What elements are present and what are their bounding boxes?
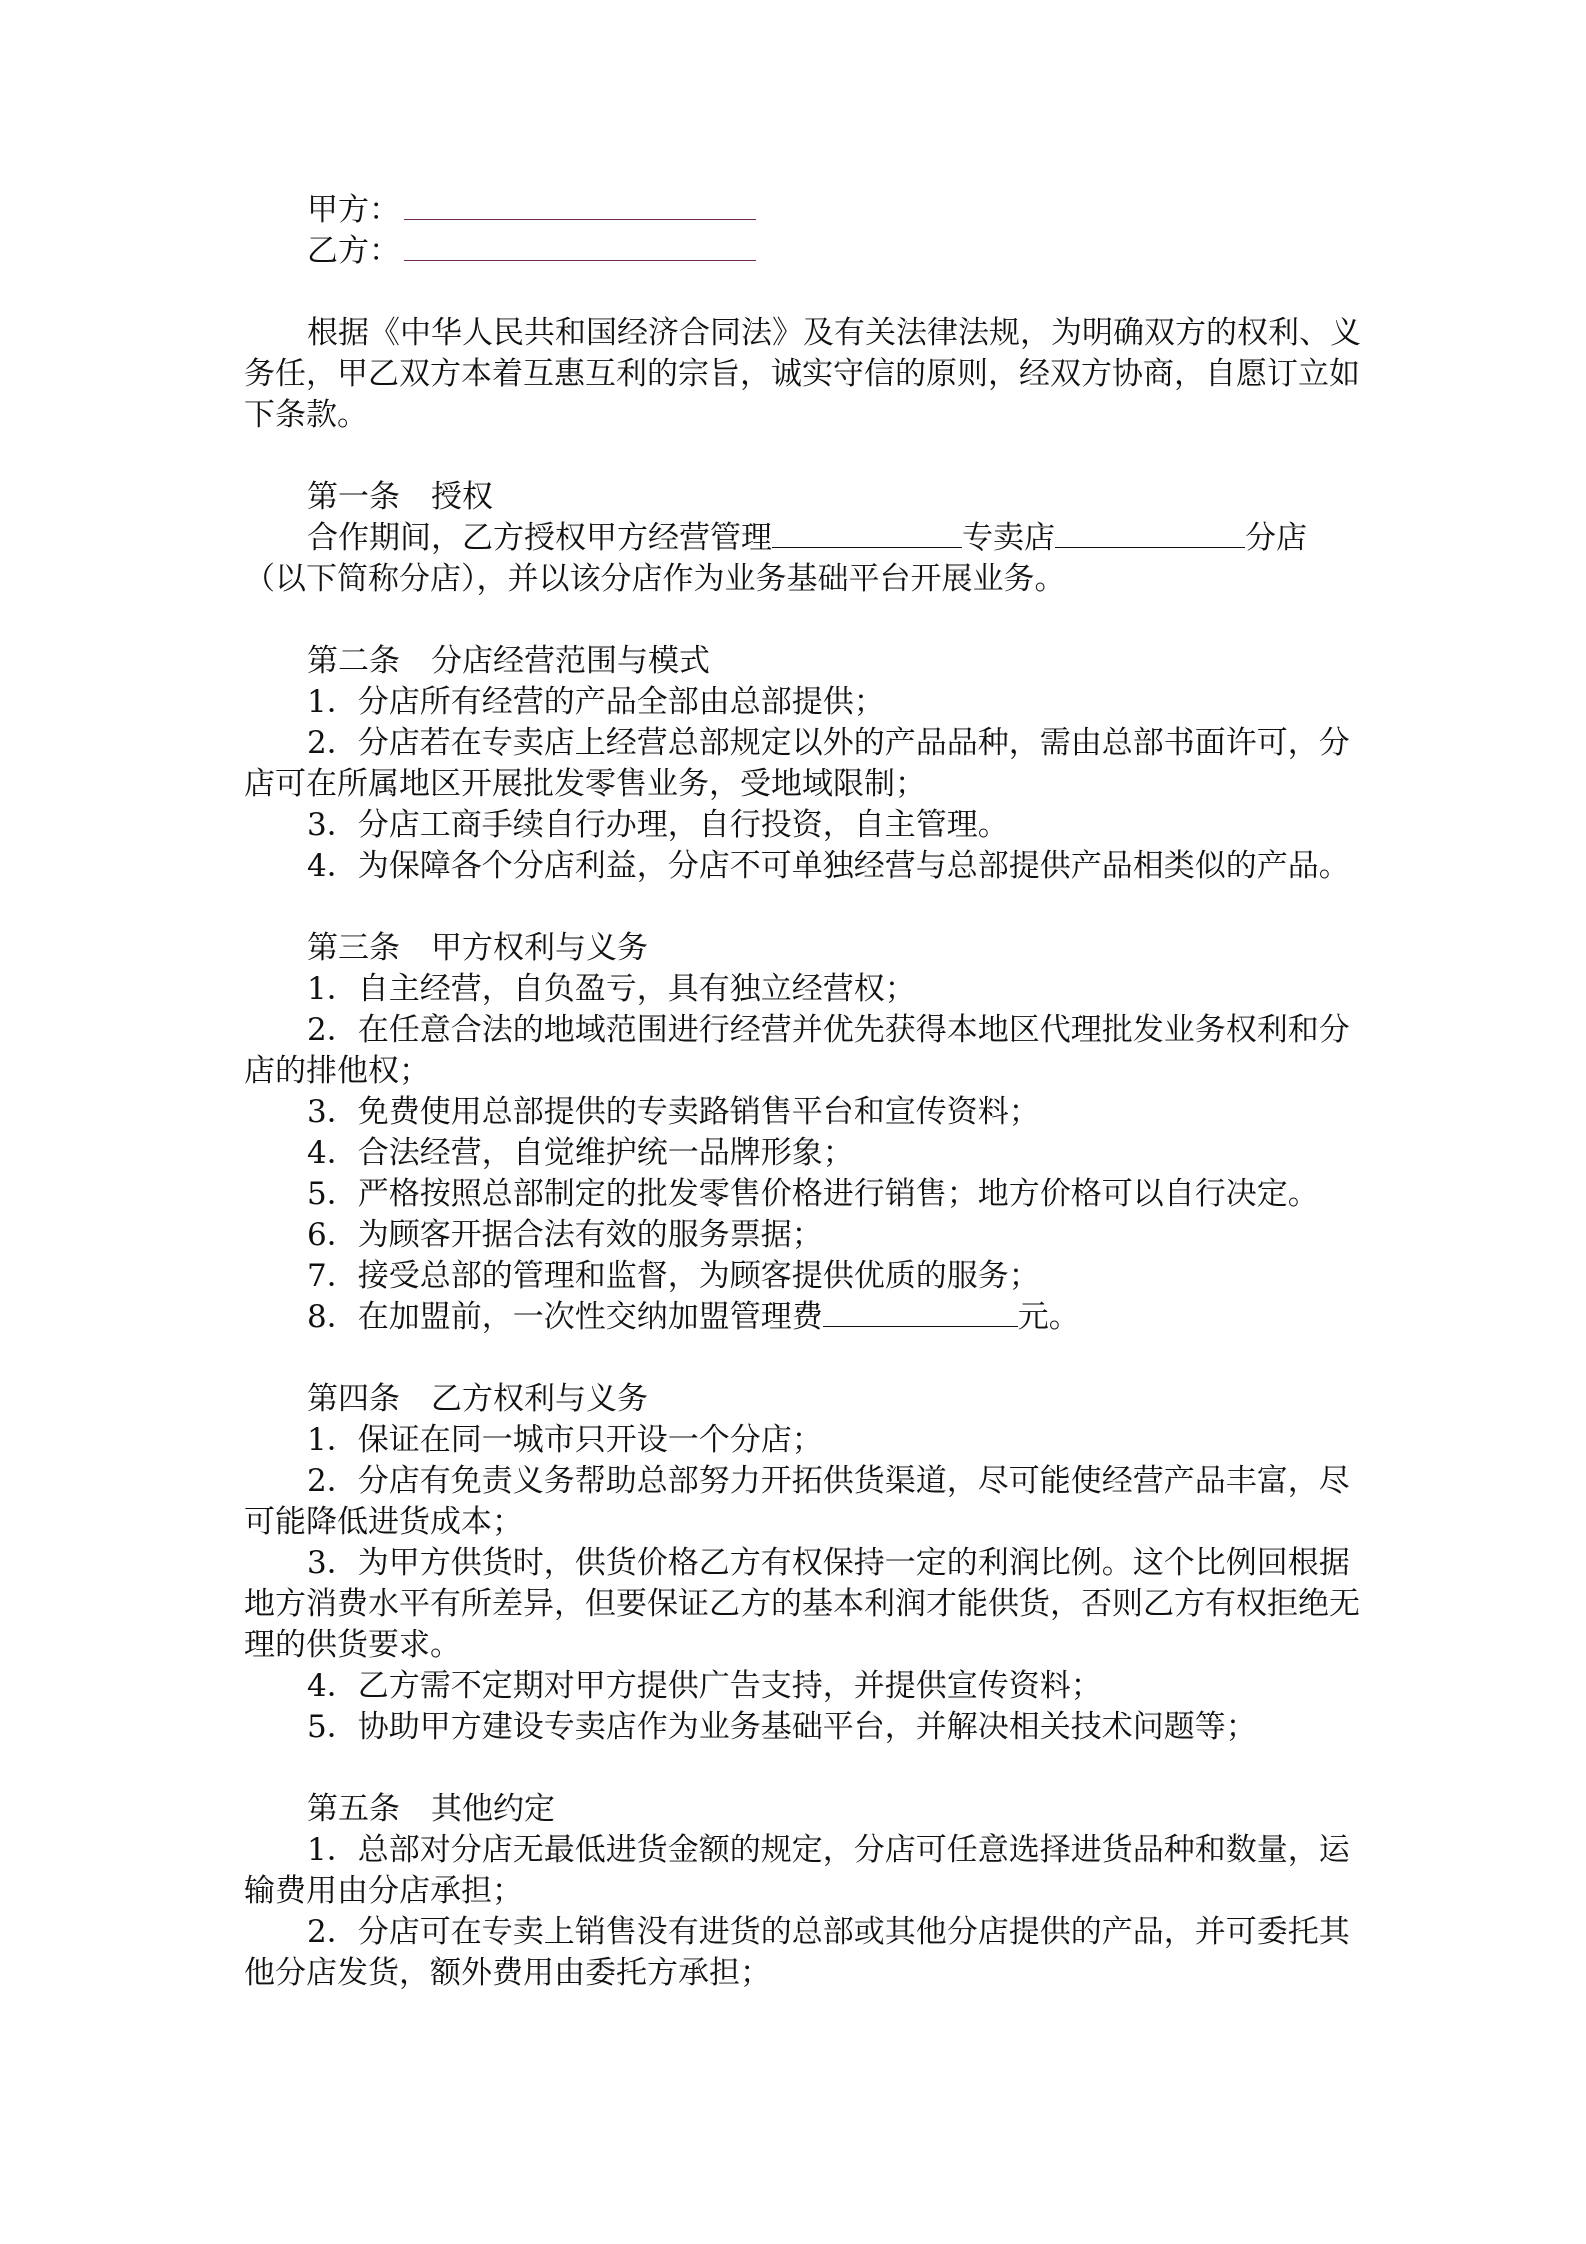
article-5-title: 第五条 其他约定: [307, 1791, 555, 1827]
article-3-title: 第三条 甲方权利与义务: [307, 930, 648, 966]
article-3-item: 2．在任意合法的地域范围进行经营并优先获得本地区代理批发业务权利和分店的排他权；: [244, 1012, 1350, 1089]
article-3-item-8-part1: 8．在加盟前，一次性交纳加盟管理费: [307, 1299, 823, 1335]
article-3-item: 7．接受总部的管理和监督，为顾客提供优质的服务；: [307, 1258, 1040, 1294]
article-2-title: 第二条 分店经营范围与模式: [307, 643, 710, 679]
article-1-text-part1: 合作期间，乙方授权甲方经营管理: [307, 520, 772, 556]
article-4-title: 第四条 乙方权利与义务: [307, 1381, 648, 1417]
article-1-text-part2: 专卖店: [962, 520, 1055, 556]
article-4-item: 3．为甲方供货时，供货价格乙方有权保持一定的利润比例。这个比例回根据地方消费水平有所差异，但要保证乙方的基本利润才能供货，否则乙方有权拒绝无理的供货要求。: [244, 1545, 1360, 1663]
article-4-item: 2．分店有免责义务帮助总部努力开拓供货渠道，尽可能使经营产品丰富，尽可能降低进货成本；: [244, 1463, 1350, 1540]
article-3-item: 1．自主经营，自负盈亏，具有独立经营权；: [307, 971, 916, 1007]
article-3-item-8-part2: 元。: [1017, 1299, 1080, 1335]
fee-amount-blank: [823, 1298, 1018, 1327]
party-a-line: [244, 190, 1364, 231]
article-5-item: 1．总部对分店无最低进货金额的规定，分店可任意选择进货品种和数量，运输费用由分店承担；: [244, 1832, 1350, 1909]
party-b-line: [244, 231, 1364, 272]
article-4-item: 5．协助甲方建设专卖店作为业务基础平台，并解决相关技术问题等；: [307, 1709, 1257, 1745]
party-b-blank: [404, 232, 756, 261]
party-a-label: 甲方：: [307, 192, 400, 228]
article-5-item: 2．分店可在专卖上销售没有进货的总部或其他分店提供的产品，并可委托其他分店发货，额外费用由委托方承担；: [244, 1914, 1350, 1991]
article-1-title: 第一条 授权: [307, 479, 493, 515]
preamble: 根据《中华人民共和国经济合同法》及有关法律法规，为明确双方的权利、义务任，甲乙双方本着互惠互利的宗旨，诚实守信的原则，经双方协商，自愿订立如下条款。: [244, 315, 1361, 433]
article-3-item: 3．免费使用总部提供的专卖路销售平台和宣传资料；: [307, 1094, 1040, 1130]
article-4-item: 4．乙方需不定期对甲方提供广告支持，并提供宣传资料；: [307, 1668, 1102, 1704]
article-2-item: 3．分店工商手续自行办理，自行投资，自主管理。: [307, 807, 1009, 843]
branch-name-blank: [1055, 519, 1245, 548]
article-3-item-8: [244, 1297, 1364, 1338]
party-b-label: 乙方：: [307, 233, 400, 269]
article-2-item: 2．分店若在专卖店上经营总部规定以外的产品品种，需由总部书面许可，分店可在所属地区开展批发零售业务，受地域限制；: [244, 725, 1350, 802]
article-3-item: 5．严格按照总部制定的批发零售价格进行销售；地方价格可以自行决定。: [307, 1176, 1319, 1212]
article-3-item: 6．为顾客开据合法有效的服务票据；: [307, 1217, 823, 1253]
article-1-text: [244, 518, 1364, 600]
contract-page: [244, 190, 1364, 1994]
article-2-item: 1．分店所有经营的产品全部由总部提供；: [307, 684, 885, 720]
party-a-blank: [404, 191, 756, 220]
article-3-item: 4．合法经营，自觉维护统一品牌形象；: [307, 1135, 854, 1171]
article-4-item: 1．保证在同一城市只开设一个分店；: [307, 1422, 823, 1458]
article-2-item: 4．为保障各个分店利益，分店不可单独经营与总部提供产品相类似的产品。: [307, 848, 1350, 884]
article-1-text-part3: 分店（以下简称分店），并以该分店作为业务基础平台开展业务。: [244, 520, 1307, 597]
store-name-blank: [772, 519, 962, 548]
